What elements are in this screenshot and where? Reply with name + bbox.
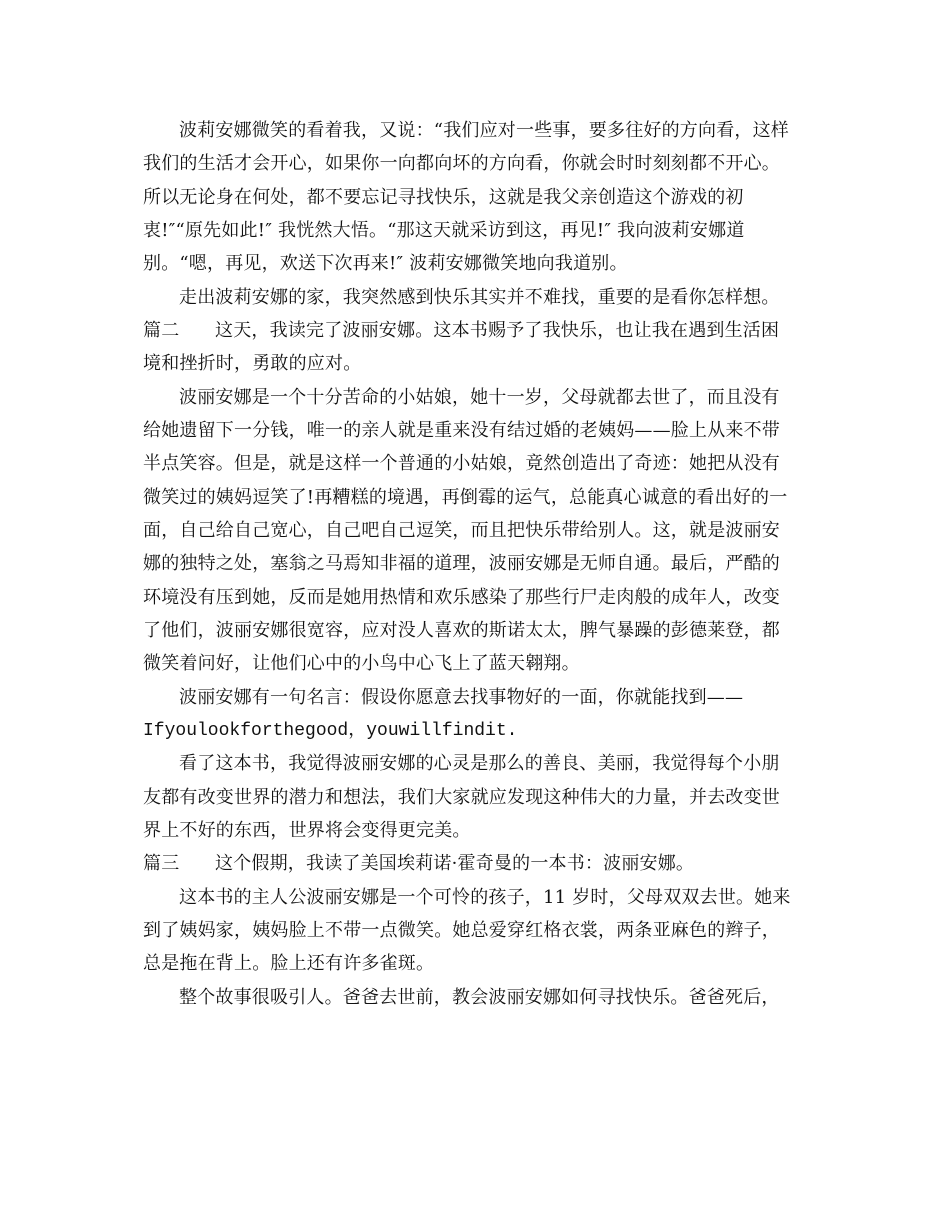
text-line: 这本书的主人公波丽安娜是一个可怜的孩子，11 岁时，父母双双去世。她来 bbox=[179, 887, 791, 908]
section-two-first-line bbox=[143, 316, 779, 346]
text-line: 波丽安娜有一句名言：假设你愿意去找事物好的一面，你就能找到—— bbox=[179, 687, 744, 708]
text-line: 娜的独特之处，塞翁之马焉知非福的道理，波丽安娜是无师自通。最后，严酷的 bbox=[143, 553, 780, 574]
section-label-three: 篇三 bbox=[143, 853, 180, 874]
text-line: 走出波莉安娜的家，我突然感到快乐其实并不难找，重要的是看你怎样想。 bbox=[179, 287, 780, 308]
text-line: 界上不好的东西，世界将会变得更完美。 bbox=[143, 820, 471, 841]
text-line: 别。“嗯，再见，欢送下次再来!″ 波莉安娜微笑地向我道别。 bbox=[143, 253, 628, 274]
text-line: 友都有改变世界的潜力和想法，我们大家就应发现这种伟大的力量，并去改变世 bbox=[143, 787, 780, 808]
text-line: 所以无论身在何处，都不要忘记寻找快乐，这就是我父亲创造这个游戏的初 bbox=[143, 187, 744, 208]
text-line: 这个假期，我读了美国埃莉诺·霍奇曼的一本书：波丽安娜。 bbox=[215, 853, 695, 874]
section-three-first-line bbox=[143, 849, 694, 879]
text-line: 我们的生活才会开心，如果你一向都向坏的方向看，你就会时时刻刻都不开心。 bbox=[143, 153, 780, 174]
text-line: 境和挫折时，勇敢的应对。 bbox=[143, 353, 362, 374]
text-line: 给她遗留下一分钱，唯一的亲人就是重来没有结过婚的老姨妈——脸上从来不带 bbox=[143, 420, 780, 441]
text-line: 波莉安娜微笑的看着我，又说：“我们应对一些事，要多往好的方向看，这样 bbox=[179, 120, 789, 141]
text-line: 这天，我读完了波丽安娜。这本书赐予了我快乐，也让我在遇到生活困 bbox=[215, 320, 780, 341]
text-line: 看了这本书，我觉得波丽安娜的心灵是那么的善良、美丽，我觉得每个小朋 bbox=[179, 753, 780, 774]
text-line: 了他们，波丽安娜很宽容，应对没人喜欢的斯诺太太，脾气暴躁的彭德莱登，都 bbox=[143, 620, 780, 641]
text-line: 波丽安娜是一个十分苦命的小姑娘，她十一岁，父母就都去世了，而且没有 bbox=[179, 387, 780, 408]
text-line: 半点笑容。但是，就是这样一个普通的小姑娘，竟然创造出了奇迹：她把从没有 bbox=[143, 453, 780, 474]
text-line: 总是拖在背上。脸上还有许多雀斑。 bbox=[143, 953, 435, 974]
text-line: 整个故事很吸引人。爸爸去世前，教会波丽安娜如何寻找快乐。爸爸死后， bbox=[179, 987, 780, 1008]
text-line: 到了姨妈家，姨妈脸上不带一点微笑。她总爱穿红格衣裳，两条亚麻色的辫子， bbox=[143, 920, 780, 941]
text-line: 衷!″“原先如此!″ 我恍然大悟。“那这天就采访到这，再见!″ 我向波莉安娜道 bbox=[143, 220, 745, 241]
text-line: 微笑着问好，让他们心中的小鸟中心飞上了蓝天翱翔。 bbox=[143, 653, 580, 674]
section-label-two: 篇二 bbox=[143, 320, 180, 341]
english-quote-line: Ifyoulookforthegood，youwillfindit. bbox=[143, 721, 518, 741]
text-line: 环境没有压到她，反而是她用热情和欢乐感染了那些行尸走肉般的成年人，改变 bbox=[143, 587, 780, 608]
text-line: 微笑过的姨妈逗笑了!再糟糕的境遇，再倒霉的运气，总能真心诚意的看出好的一 bbox=[143, 487, 788, 508]
text-line: 面，自己给自己宽心，自己吧自己逗笑，而且把快乐带给别人。这，就是波丽安 bbox=[143, 520, 780, 541]
